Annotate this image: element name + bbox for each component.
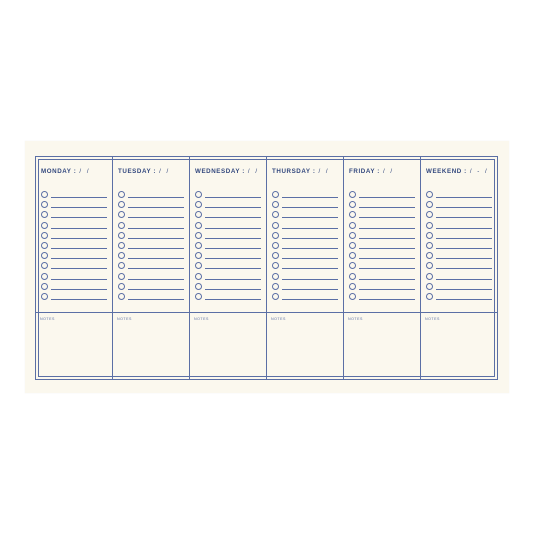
planner-grid: [35, 156, 498, 380]
task-write-line[interactable]: [205, 207, 261, 208]
task-row[interactable]: [118, 211, 184, 219]
task-write-line[interactable]: [359, 228, 415, 229]
task-row[interactable]: [41, 222, 107, 230]
task-write-line[interactable]: [436, 217, 492, 218]
task-row[interactable]: [118, 232, 184, 240]
day-label: MONDAY :: [41, 168, 77, 175]
task-write-line[interactable]: [359, 258, 415, 259]
checkbox-circle-icon[interactable]: [426, 222, 433, 229]
task-write-line[interactable]: [282, 248, 338, 249]
task-row[interactable]: [349, 201, 415, 209]
task-write-line[interactable]: [436, 248, 492, 249]
checkbox-circle-icon[interactable]: [41, 283, 48, 290]
day-column: [36, 157, 113, 379]
task-row[interactable]: [195, 191, 261, 199]
day-header: [41, 168, 108, 175]
checkbox-circle-icon[interactable]: [195, 252, 202, 259]
checkbox-circle-icon[interactable]: [426, 283, 433, 290]
checkbox-circle-icon[interactable]: [118, 273, 125, 280]
checkbox-circle-icon[interactable]: [41, 252, 48, 259]
task-row[interactable]: [195, 242, 261, 250]
task-write-line[interactable]: [282, 258, 338, 259]
task-row[interactable]: [118, 242, 184, 250]
task-write-line[interactable]: [282, 197, 338, 198]
task-write-line[interactable]: [282, 228, 338, 229]
day-date-field[interactable]: / /: [382, 168, 395, 175]
task-row[interactable]: [426, 283, 492, 291]
checkbox-circle-icon[interactable]: [349, 211, 356, 218]
checkbox-circle-icon[interactable]: [272, 293, 279, 300]
task-write-line[interactable]: [436, 197, 492, 198]
checkbox-circle-icon[interactable]: [195, 201, 202, 208]
notes-divider: [267, 312, 343, 313]
checkbox-circle-icon[interactable]: [195, 191, 202, 198]
checkbox-circle-icon[interactable]: [41, 232, 48, 239]
checkbox-circle-icon[interactable]: [195, 273, 202, 280]
notes-divider: [190, 312, 266, 313]
task-write-line[interactable]: [436, 289, 492, 290]
task-row[interactable]: [195, 252, 261, 260]
task-row[interactable]: [426, 273, 492, 281]
task-row[interactable]: [118, 191, 184, 199]
task-write-line[interactable]: [436, 207, 492, 208]
task-row[interactable]: [41, 211, 107, 219]
notes-label: NOTES: [348, 317, 363, 321]
task-write-line[interactable]: [282, 207, 338, 208]
task-row[interactable]: [349, 232, 415, 240]
checkbox-circle-icon[interactable]: [195, 293, 202, 300]
checkbox-circle-icon[interactable]: [426, 232, 433, 239]
checkbox-circle-icon[interactable]: [349, 242, 356, 249]
task-row[interactable]: [272, 191, 338, 199]
task-row[interactable]: [195, 293, 261, 301]
task-write-line[interactable]: [359, 248, 415, 249]
task-write-line[interactable]: [128, 268, 184, 269]
task-row[interactable]: [195, 262, 261, 270]
checkbox-circle-icon[interactable]: [195, 242, 202, 249]
day-label: WEDNESDAY :: [195, 168, 245, 175]
day-header: [195, 168, 262, 175]
task-row[interactable]: [41, 232, 107, 240]
task-write-line[interactable]: [359, 289, 415, 290]
day-date-field[interactable]: / - /: [469, 168, 489, 175]
task-row[interactable]: [41, 293, 107, 301]
task-row[interactable]: [272, 262, 338, 270]
task-write-line[interactable]: [205, 197, 261, 198]
day-column: [267, 157, 344, 379]
task-row[interactable]: [426, 232, 492, 240]
task-row[interactable]: [426, 252, 492, 260]
task-write-line[interactable]: [205, 299, 261, 300]
task-write-line[interactable]: [282, 238, 338, 239]
checkbox-circle-icon[interactable]: [118, 252, 125, 259]
task-write-line[interactable]: [128, 299, 184, 300]
task-write-line[interactable]: [436, 268, 492, 269]
checkbox-circle-icon[interactable]: [272, 201, 279, 208]
task-write-line[interactable]: [359, 279, 415, 280]
checkbox-circle-icon[interactable]: [426, 252, 433, 259]
task-write-line[interactable]: [128, 289, 184, 290]
task-write-line[interactable]: [51, 258, 107, 259]
task-row[interactable]: [426, 222, 492, 230]
task-write-line[interactable]: [128, 248, 184, 249]
task-row[interactable]: [41, 252, 107, 260]
task-row[interactable]: [272, 242, 338, 250]
task-write-line[interactable]: [436, 258, 492, 259]
task-write-line[interactable]: [282, 299, 338, 300]
task-row[interactable]: [118, 293, 184, 301]
checkbox-circle-icon[interactable]: [195, 283, 202, 290]
checkbox-circle-icon[interactable]: [349, 191, 356, 198]
task-row[interactable]: [426, 262, 492, 270]
task-row[interactable]: [118, 283, 184, 291]
checkbox-circle-icon[interactable]: [426, 201, 433, 208]
checkbox-circle-icon[interactable]: [426, 191, 433, 198]
checkbox-circle-icon[interactable]: [195, 211, 202, 218]
task-write-line[interactable]: [282, 279, 338, 280]
task-row[interactable]: [426, 242, 492, 250]
checkbox-circle-icon[interactable]: [349, 262, 356, 269]
checkbox-circle-icon[interactable]: [349, 273, 356, 280]
task-row[interactable]: [41, 283, 107, 291]
task-write-line[interactable]: [128, 279, 184, 280]
task-write-line[interactable]: [51, 217, 107, 218]
task-write-line[interactable]: [359, 238, 415, 239]
task-write-line[interactable]: [51, 207, 107, 208]
task-row[interactable]: [41, 201, 107, 209]
task-write-line[interactable]: [128, 258, 184, 259]
checkbox-circle-icon[interactable]: [118, 232, 125, 239]
checkbox-circle-icon[interactable]: [41, 201, 48, 208]
weekly-planner-sheet: [25, 141, 509, 393]
task-write-line[interactable]: [51, 268, 107, 269]
task-write-line[interactable]: [436, 228, 492, 229]
checkbox-circle-icon[interactable]: [272, 242, 279, 249]
task-row[interactable]: [195, 232, 261, 240]
checkbox-circle-icon[interactable]: [272, 252, 279, 259]
checkbox-circle-icon[interactable]: [41, 293, 48, 300]
task-write-line[interactable]: [359, 268, 415, 269]
task-write-line[interactable]: [205, 238, 261, 239]
day-date-field[interactable]: / /: [79, 168, 91, 175]
checkbox-circle-icon[interactable]: [41, 273, 48, 280]
task-row[interactable]: [426, 293, 492, 301]
day-column: [344, 157, 421, 379]
task-write-line[interactable]: [205, 248, 261, 249]
task-row[interactable]: [349, 273, 415, 281]
task-write-line[interactable]: [282, 289, 338, 290]
checkbox-circle-icon[interactable]: [118, 242, 125, 249]
task-row[interactable]: [272, 232, 338, 240]
task-write-line[interactable]: [359, 207, 415, 208]
task-write-line[interactable]: [205, 258, 261, 259]
checkbox-circle-icon[interactable]: [118, 283, 125, 290]
task-row[interactable]: [195, 283, 261, 291]
task-row[interactable]: [349, 293, 415, 301]
task-write-line[interactable]: [436, 299, 492, 300]
task-row[interactable]: [41, 242, 107, 250]
checkbox-circle-icon[interactable]: [426, 242, 433, 249]
checkbox-circle-icon[interactable]: [272, 222, 279, 229]
day-header: [118, 168, 185, 175]
task-row[interactable]: [195, 211, 261, 219]
notes-label: NOTES: [194, 317, 209, 321]
task-write-line[interactable]: [359, 217, 415, 218]
task-row[interactable]: [41, 262, 107, 270]
task-write-line[interactable]: [51, 279, 107, 280]
day-label: THURSDAY :: [272, 168, 316, 175]
task-write-line[interactable]: [128, 197, 184, 198]
task-row[interactable]: [349, 262, 415, 270]
task-write-line[interactable]: [282, 268, 338, 269]
task-write-line[interactable]: [205, 289, 261, 290]
checkbox-circle-icon[interactable]: [272, 283, 279, 290]
task-write-line[interactable]: [359, 299, 415, 300]
checkbox-circle-icon[interactable]: [349, 252, 356, 259]
checkbox-circle-icon[interactable]: [118, 262, 125, 269]
task-row[interactable]: [118, 252, 184, 260]
checkbox-circle-icon[interactable]: [349, 283, 356, 290]
checkbox-circle-icon[interactable]: [41, 222, 48, 229]
day-column: [190, 157, 267, 379]
checkbox-circle-icon[interactable]: [118, 211, 125, 218]
notes-divider: [36, 312, 112, 313]
checkbox-circle-icon[interactable]: [272, 232, 279, 239]
task-write-line[interactable]: [436, 238, 492, 239]
task-row[interactable]: [349, 211, 415, 219]
task-row[interactable]: [272, 252, 338, 260]
task-row[interactable]: [426, 201, 492, 209]
notes-divider: [344, 312, 420, 313]
task-write-line[interactable]: [128, 228, 184, 229]
checkbox-circle-icon[interactable]: [272, 191, 279, 198]
checkbox-circle-icon[interactable]: [349, 222, 356, 229]
checkbox-circle-icon[interactable]: [349, 201, 356, 208]
task-row[interactable]: [118, 273, 184, 281]
day-column: [421, 157, 497, 379]
checkbox-circle-icon[interactable]: [118, 293, 125, 300]
task-write-line[interactable]: [128, 207, 184, 208]
day-date-field[interactable]: / /: [247, 168, 260, 175]
task-write-line[interactable]: [359, 197, 415, 198]
task-write-line[interactable]: [205, 279, 261, 280]
task-write-line[interactable]: [128, 238, 184, 239]
checkbox-circle-icon[interactable]: [272, 211, 279, 218]
task-write-line[interactable]: [128, 217, 184, 218]
task-write-line[interactable]: [205, 217, 261, 218]
task-row[interactable]: [349, 242, 415, 250]
checkbox-circle-icon[interactable]: [426, 211, 433, 218]
task-row[interactable]: [41, 273, 107, 281]
day-label: WEEKEND :: [426, 168, 467, 175]
task-write-line[interactable]: [51, 248, 107, 249]
task-write-line[interactable]: [282, 217, 338, 218]
task-write-line[interactable]: [205, 228, 261, 229]
checkbox-circle-icon[interactable]: [195, 222, 202, 229]
checkbox-circle-icon[interactable]: [426, 262, 433, 269]
day-label: FRIDAY :: [349, 168, 380, 175]
task-write-line[interactable]: [205, 268, 261, 269]
task-row[interactable]: [426, 191, 492, 199]
task-row[interactable]: [41, 191, 107, 199]
task-write-line[interactable]: [51, 289, 107, 290]
checkbox-circle-icon[interactable]: [272, 262, 279, 269]
task-row[interactable]: [272, 222, 338, 230]
task-row[interactable]: [272, 201, 338, 209]
task-write-line[interactable]: [51, 228, 107, 229]
task-row[interactable]: [349, 252, 415, 260]
day-label: TUESDAY :: [118, 168, 157, 175]
task-row[interactable]: [272, 293, 338, 301]
task-write-line[interactable]: [51, 299, 107, 300]
notes-label: NOTES: [425, 317, 440, 321]
task-row[interactable]: [118, 222, 184, 230]
day-header: [426, 168, 493, 175]
checkbox-circle-icon[interactable]: [426, 293, 433, 300]
task-row[interactable]: [349, 283, 415, 291]
day-date-field[interactable]: / /: [318, 168, 330, 175]
checkbox-circle-icon[interactable]: [118, 222, 125, 229]
checkbox-circle-icon[interactable]: [41, 211, 48, 218]
day-header: [349, 168, 416, 175]
task-row[interactable]: [272, 283, 338, 291]
task-write-line[interactable]: [436, 279, 492, 280]
notes-divider: [421, 312, 497, 313]
task-row[interactable]: [195, 201, 261, 209]
task-write-line[interactable]: [51, 197, 107, 198]
checkbox-circle-icon[interactable]: [272, 273, 279, 280]
task-row[interactable]: [349, 222, 415, 230]
notes-label: NOTES: [117, 317, 132, 321]
checkbox-circle-icon[interactable]: [349, 232, 356, 239]
checkbox-circle-icon[interactable]: [118, 191, 125, 198]
day-column: [113, 157, 190, 379]
task-row[interactable]: [118, 201, 184, 209]
notes-divider: [113, 312, 189, 313]
task-row[interactable]: [426, 211, 492, 219]
notes-label: NOTES: [40, 317, 55, 321]
checkbox-circle-icon[interactable]: [41, 262, 48, 269]
task-row[interactable]: [349, 191, 415, 199]
task-row[interactable]: [118, 262, 184, 270]
checkbox-circle-icon[interactable]: [195, 262, 202, 269]
checkbox-circle-icon[interactable]: [426, 273, 433, 280]
task-row[interactable]: [195, 222, 261, 230]
checkbox-circle-icon[interactable]: [41, 191, 48, 198]
checkbox-circle-icon[interactable]: [195, 232, 202, 239]
day-header: [272, 168, 339, 175]
notes-label: NOTES: [271, 317, 286, 321]
task-write-line[interactable]: [51, 238, 107, 239]
task-row[interactable]: [195, 273, 261, 281]
checkbox-circle-icon[interactable]: [118, 201, 125, 208]
checkbox-circle-icon[interactable]: [349, 293, 356, 300]
task-row[interactable]: [272, 273, 338, 281]
task-row[interactable]: [272, 211, 338, 219]
checkbox-circle-icon[interactable]: [41, 242, 48, 249]
day-date-field[interactable]: / /: [159, 168, 171, 175]
